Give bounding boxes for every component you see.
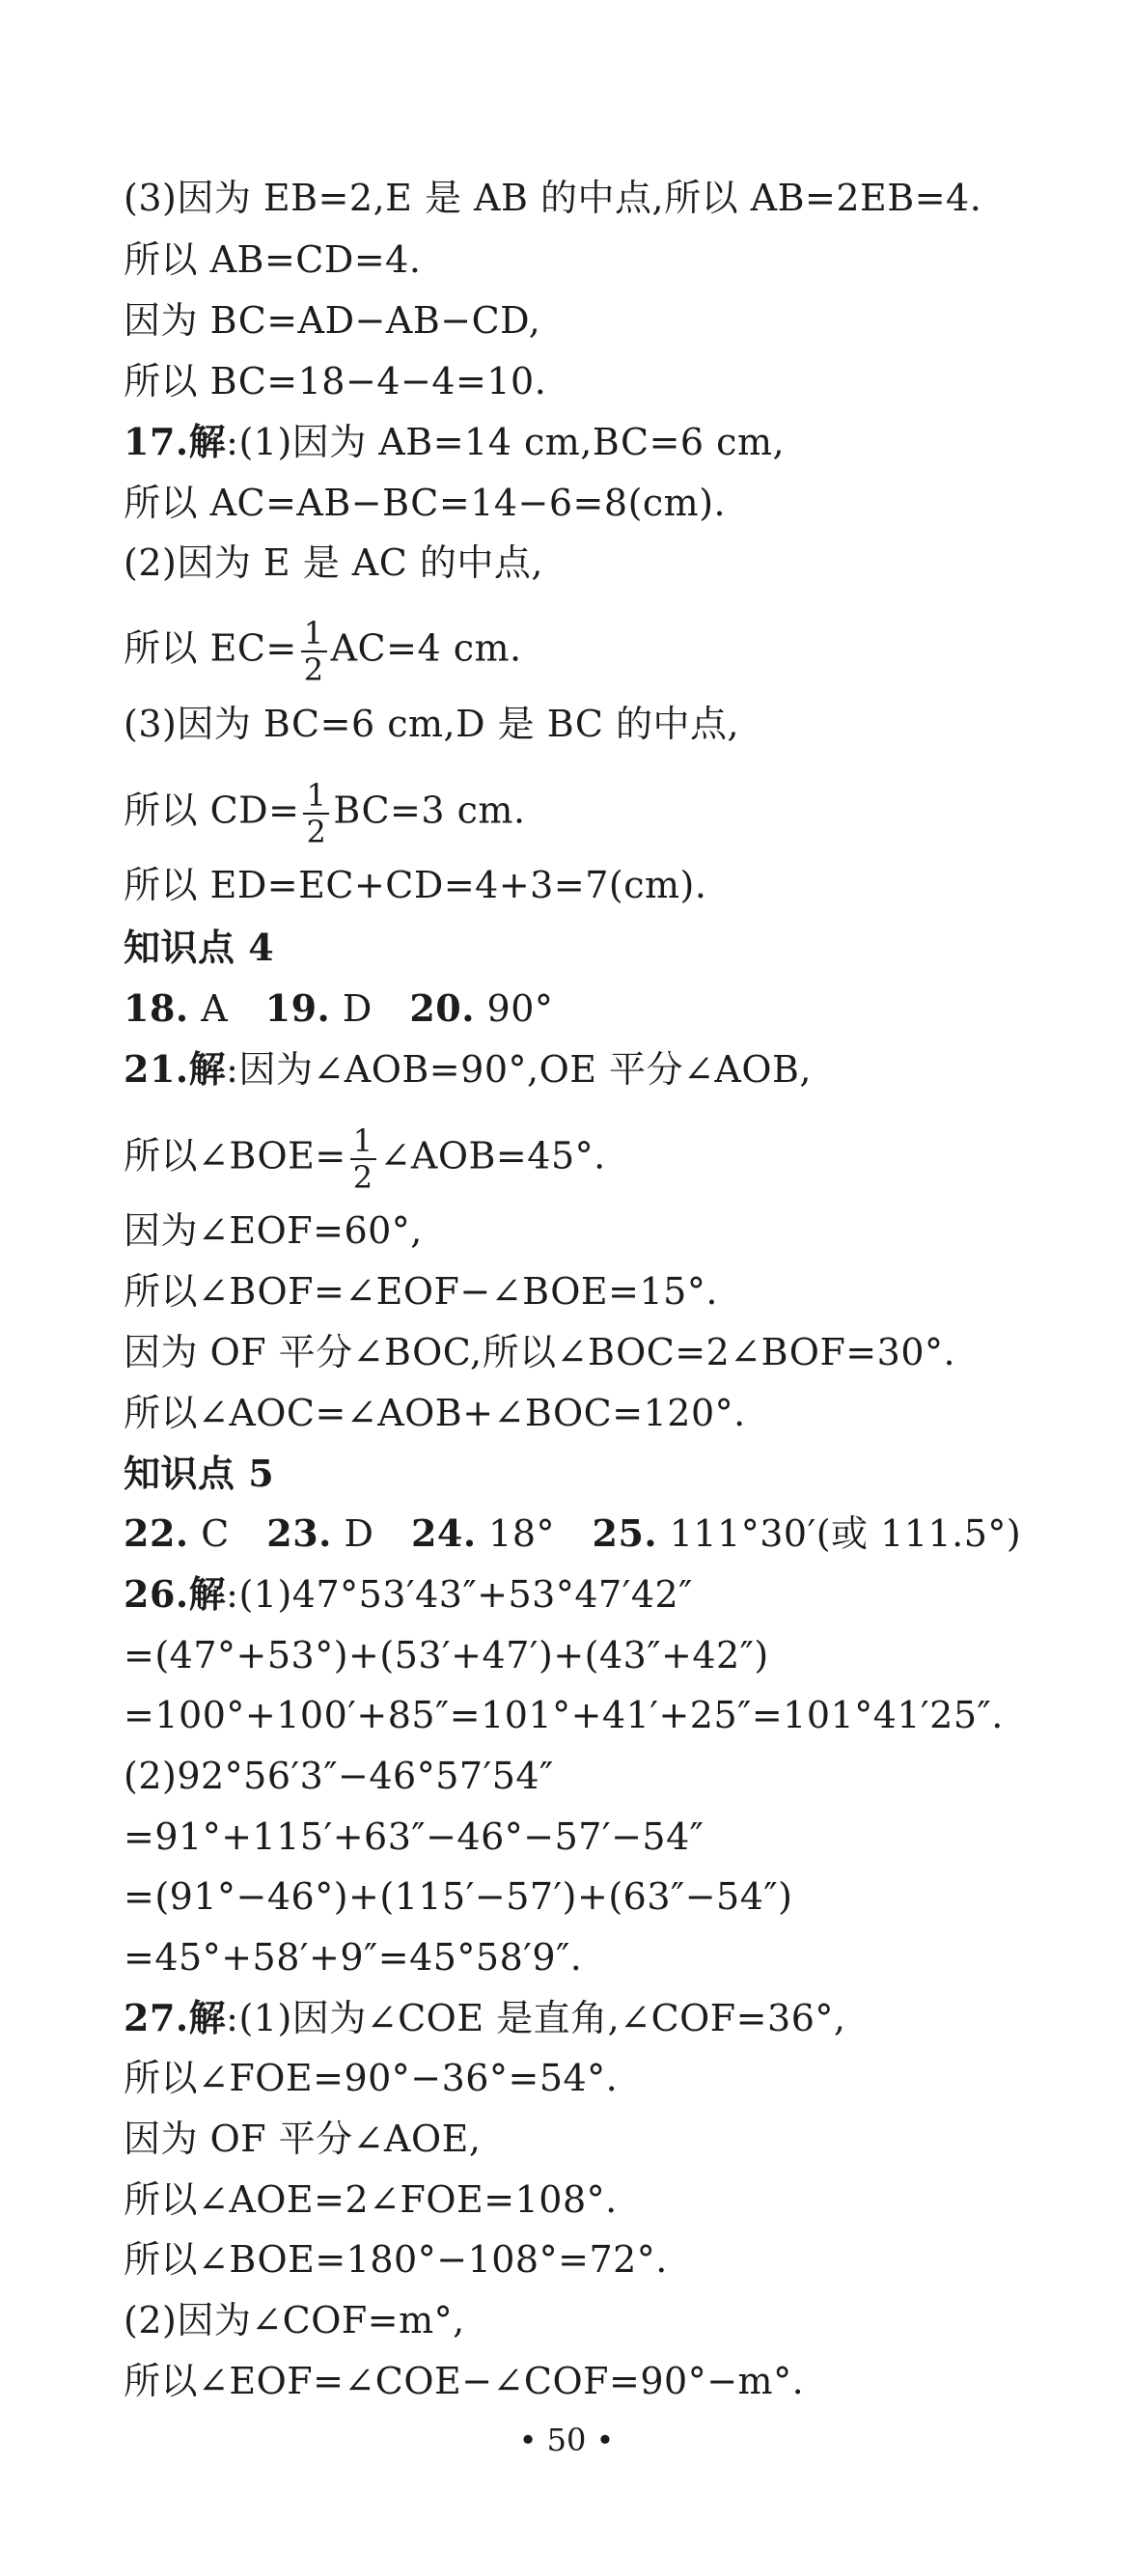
fraction: $\frac{1}{2}$ (350, 1123, 376, 1195)
line-q16-3: (3)因为 EB=2,E 是 AB 的中点,所以 AB=2EB=4. (124, 177, 982, 219)
solution-label: 解 (188, 1572, 227, 1616)
line-bof: 所以∠BOF=∠EOF−∠BOE=15°. (124, 1270, 718, 1313)
question-number: 26. (124, 1572, 189, 1616)
line-q26-step4: =(91°−46°)+(115′−57′)+(63″−54″) (124, 1875, 793, 1918)
line-bc-result: 所以 BC=18−4−4=10. (124, 360, 547, 402)
q21-start: 21.解:因为∠AOB=90°,OE 平分∠AOB, (124, 1047, 812, 1091)
line-eof: 因为∠EOF=60°, (124, 1209, 423, 1252)
line-eof-result: 所以∠EOF=∠COE−∠COF=90°−m°. (124, 2360, 805, 2402)
page-number: • 50 • (518, 2422, 615, 2458)
line-cd-fraction: 所以 CD= $\frac{1}{2}$ BC=3 cm. (124, 777, 526, 850)
line-boe-fraction: 所以∠BOE= $\frac{1}{2}$ ∠AOB=45°. (124, 1122, 606, 1196)
section-heading-4: 知识点 4 (124, 926, 275, 969)
line-aoe: 所以∠AOE=2∠FOE=108°. (124, 2178, 618, 2221)
solution-label: 解 (188, 420, 227, 463)
answers-18-20: 18. A 19. D 20. 90° (124, 986, 554, 1030)
line-q17-2: (2)因为 E 是 AC 的中点, (124, 541, 543, 584)
fraction: $\frac{1}{2}$ (301, 616, 327, 687)
q26-start: 26.解:(1)47°53′43″+53°47′42″ (124, 1572, 693, 1616)
line-ab-cd: 所以 AB=CD=4. (124, 238, 422, 281)
question-number: 21. (124, 1047, 189, 1091)
line-boc: 因为 OF 平分∠BOC,所以∠BOC=2∠BOF=30°. (124, 1331, 956, 1373)
line-boe: 所以∠BOE=180°−108°=72°. (124, 2238, 668, 2281)
line-q17-3: (3)因为 BC=6 cm,D 是 BC 的中点, (124, 703, 740, 745)
line-ac: 所以 AC=AB−BC=14−6=8(cm). (124, 482, 727, 524)
question-number: 17. (124, 420, 189, 463)
line-bc-expr: 因为 BC=AD−AB−CD, (124, 299, 541, 342)
line-q26-2: (2)92°56′3″−46°57′54″ (124, 1755, 554, 1797)
line-of-bisects: 因为 OF 平分∠AOE, (124, 2118, 482, 2160)
solution-label: 解 (188, 1047, 227, 1091)
line-q26-step3: =91°+115′+63″−46°−57′−54″ (124, 1815, 705, 1858)
question-number: 27. (124, 1996, 189, 2039)
q27-start: 27.解:(1)因为∠COE 是直角,∠COF=36°, (124, 1996, 846, 2039)
line-ed: 所以 ED=EC+CD=4+3=7(cm). (124, 864, 707, 906)
q17-start: 17.解:(1)因为 AB=14 cm,BC=6 cm, (124, 420, 786, 463)
solution-label: 解 (188, 1996, 227, 2039)
line-ec-fraction: 所以 EC= $\frac{1}{2}$ AC=4 cm. (124, 615, 522, 688)
section-heading-5: 知识点 5 (124, 1452, 275, 1495)
line-q27-2: (2)因为∠COF=m°, (124, 2299, 465, 2341)
line-q26-step2: =100°+100′+85″=101°+41′+25″=101°41′25″. (124, 1694, 1004, 1736)
answers-22-25: 22. C 23. D 24. 18° 25. 111°30′(或 111.5°) (124, 1511, 1022, 1555)
line-aoc: 所以∠AOC=∠AOB+∠BOC=120°. (124, 1392, 746, 1434)
line-q26-step5: =45°+58′+9″=45°58′9″. (124, 1936, 583, 1979)
line-q26-step1: =(47°+53°)+(53′+47′)+(43″+42″) (124, 1634, 769, 1676)
line-foe: 所以∠FOE=90°−36°=54°. (124, 2057, 619, 2099)
fraction: $\frac{1}{2}$ (303, 778, 329, 849)
